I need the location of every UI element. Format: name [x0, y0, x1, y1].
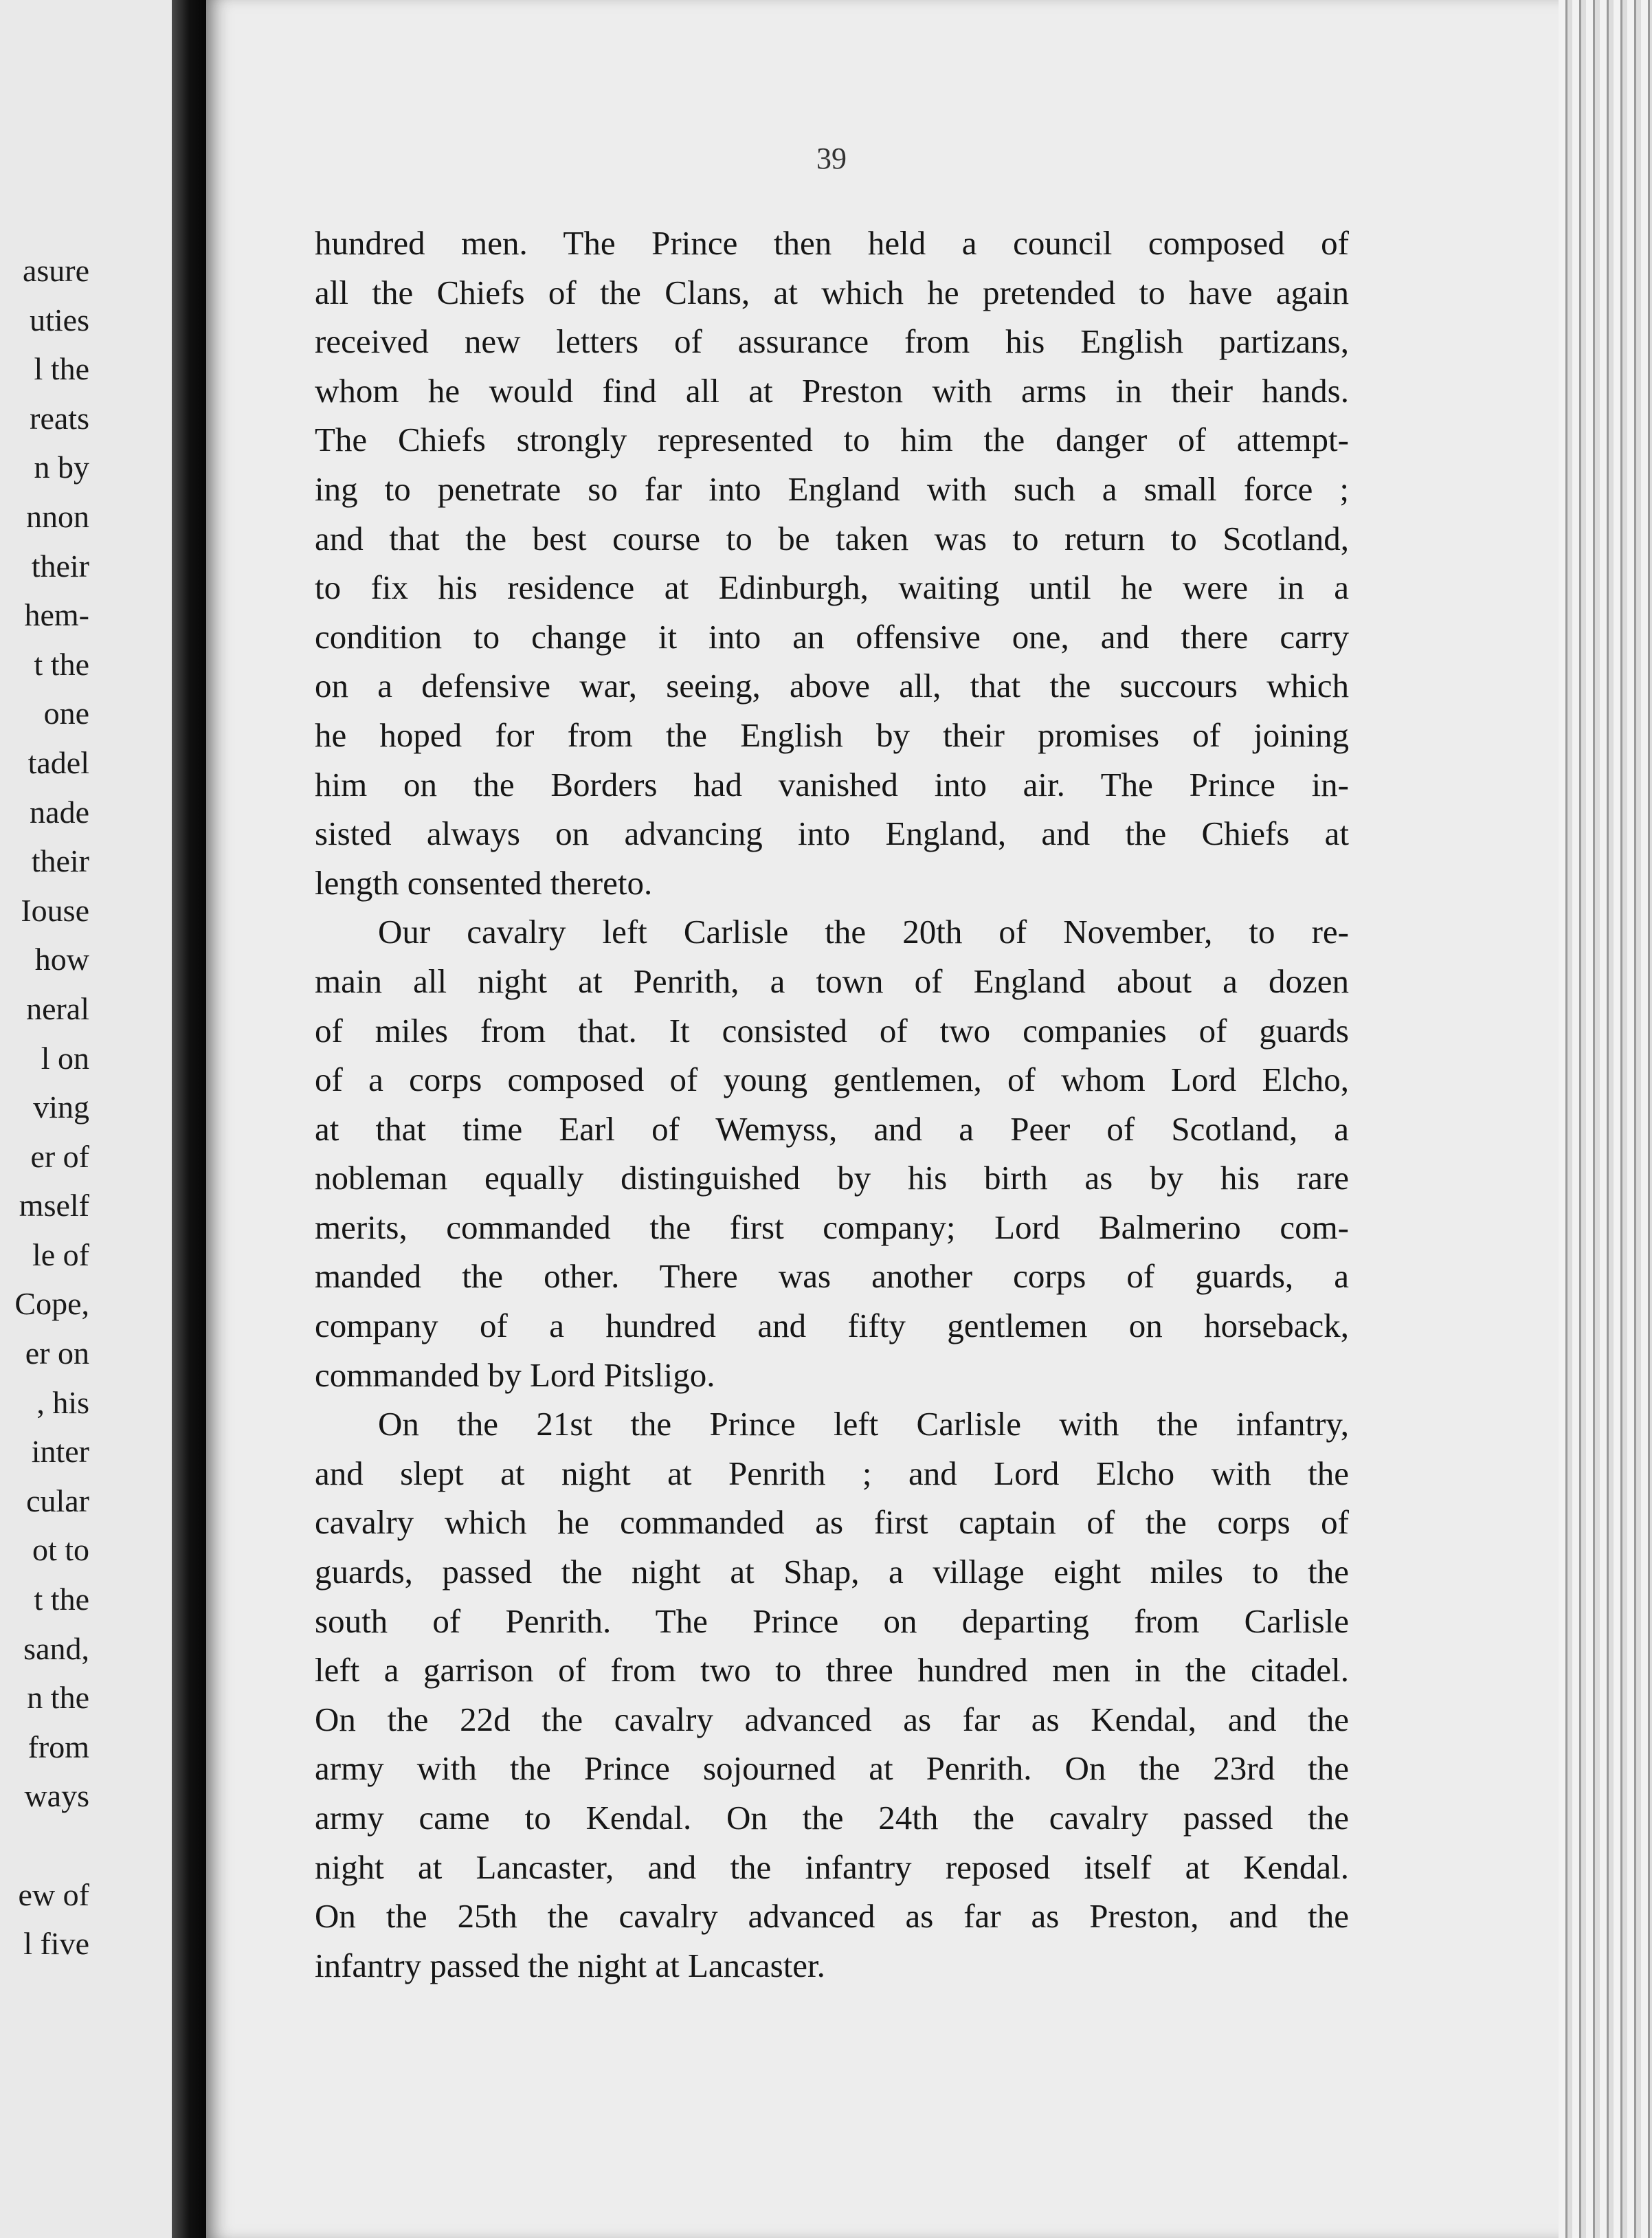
facing-page-line: t the	[34, 646, 89, 682]
text-line: merits, commanded the first company; Lord Balmerino com-	[315, 1208, 1349, 1246]
facing-page-line: their	[31, 548, 89, 584]
facing-page-line: one	[43, 696, 89, 731]
facing-page-line: inter	[31, 1434, 89, 1470]
facing-page-line: le of	[32, 1237, 89, 1272]
text-line: manded the other. There was another corps of guards, a	[315, 1257, 1349, 1296]
facing-page-line: er of	[30, 1138, 89, 1174]
facing-page-line: uties	[30, 302, 89, 337]
text-line: commanded by Lord Pitsligo.	[315, 1355, 715, 1394]
text-line: received new letters of assurance from his English partizans,	[315, 322, 1349, 361]
text-line: On the 25th the cavalry advanced as far as Preston, and the	[315, 1897, 1349, 1936]
facing-page-line: tadel	[27, 744, 89, 780]
text-line: main all night at Penrith, a town of England about a dozen	[315, 962, 1349, 1000]
facing-page-line: Iouse	[21, 892, 89, 928]
facing-page-line: n the	[27, 1680, 89, 1716]
text-line: company of a hundred and fifty gentlemen on horseback,	[315, 1307, 1349, 1345]
text-line: left a garrison of from two to three hundred men in the citadel.	[315, 1651, 1349, 1689]
text-line: south of Penrith. The Prince on departing from Carlisle	[315, 1602, 1349, 1640]
facing-page-line: ving	[33, 1089, 89, 1125]
facing-page	[0, 0, 180, 2238]
text-line: on a defensive war, seeing, above all, that the succours which	[315, 667, 1349, 705]
facing-page-line: neral	[26, 990, 89, 1026]
text-line: condition to change it into an offensive one, and there carry	[315, 617, 1349, 656]
facing-page-line: sand,	[23, 1630, 89, 1666]
facing-page-line: from	[27, 1729, 89, 1764]
facing-page-line: their	[31, 843, 89, 879]
facing-page-line: er on	[25, 1336, 89, 1371]
text-line: of a corps composed of young gentlemen, of whom Lord Elcho,	[315, 1061, 1349, 1099]
facing-page-line: ot to	[32, 1532, 89, 1568]
facing-page-line: n by	[34, 450, 89, 485]
facing-page-line: mself	[19, 1188, 89, 1223]
text-line: ing to penetrate so far into England with such a small force ;	[315, 469, 1349, 508]
paragraph	[315, 907, 1349, 1399]
text-line: guards, passed the night at Shap, a village eight miles to the	[315, 1553, 1349, 1591]
text-line: army came to Kendal. On the 24th the cavalry passed the	[315, 1799, 1349, 1837]
paragraph	[315, 1399, 1349, 1990]
facing-page-line: how	[34, 942, 89, 977]
text-line: Our cavalry left Carlisle the 20th of November, to re-	[378, 913, 1349, 951]
text-line: at that time Earl of Wemyss, and a Peer of Scotland, a	[315, 1109, 1349, 1148]
facing-page-line	[0, 1821, 89, 1870]
facing-page-line: l on	[41, 1040, 89, 1076]
text-line: On the 21st the Prince left Carlisle with the infantry,	[378, 1405, 1349, 1443]
text-line: sisted always on advancing into England, and the Chiefs at	[315, 815, 1349, 853]
text-line: hundred men. The Prince then held a council composed of	[315, 224, 1349, 262]
body-text	[315, 219, 1349, 1990]
facing-page-line: nade	[30, 794, 89, 830]
facing-page-line: l five	[23, 1926, 89, 1962]
facing-page-line: asure	[22, 253, 89, 288]
text-line: The Chiefs strongly represented to him the danger of attempt-	[315, 421, 1349, 459]
text-line: and that the best course to be taken was to return to Scotland,	[315, 519, 1349, 557]
text-line: cavalry which he commanded as first captain of the corps of	[315, 1503, 1349, 1542]
text-line: and slept at night at Penrith ; and Lord Elcho with the	[315, 1454, 1349, 1492]
facing-page-line: hem-	[24, 597, 89, 633]
text-line: of miles from that. It consisted of two companies of guards	[315, 1011, 1349, 1050]
facing-page-line: Cope,	[14, 1286, 89, 1322]
paragraph	[315, 219, 1349, 907]
facing-page-line: ew of	[18, 1876, 89, 1912]
facing-page-line: nnon	[26, 498, 89, 534]
text-line: night at Lancaster, and the infantry reposed itself at Kendal.	[315, 1848, 1349, 1886]
facing-page-line: cular	[26, 1483, 89, 1518]
text-line: him on the Borders had vanished into air. The Prince in-	[315, 765, 1349, 804]
text-line: nobleman equally distinguished by his birth as by his rare	[315, 1159, 1349, 1197]
facing-page-text	[0, 246, 89, 1969]
text-line: length consented thereto.	[315, 863, 653, 902]
text-line: he hoped for from the English by their promises of joining	[315, 716, 1349, 754]
facing-page-line: reats	[30, 400, 89, 436]
page-edges	[1559, 0, 1652, 2238]
facing-page-line: ways	[24, 1778, 89, 1814]
facing-page-line: , his	[36, 1384, 89, 1420]
text-line: whom he would find all at Preston with arms in their hands.	[315, 371, 1349, 410]
facing-page-line: t the	[34, 1582, 89, 1617]
page-number: 39	[816, 142, 847, 175]
text-line: On the 22d the cavalry advanced as far as Kendal, and the	[315, 1700, 1349, 1738]
text-line: to fix his residence at Edinburgh, waiting until he were in a	[315, 568, 1349, 607]
text-line: infantry passed the night at Lancaster.	[315, 1946, 825, 1984]
text-line: all the Chiefs of the Clans, at which he pretended to have again	[315, 273, 1349, 311]
facing-page-line: l the	[34, 351, 89, 387]
text-line: army with the Prince sojourned at Penrith. On the 23rd the	[315, 1749, 1349, 1788]
